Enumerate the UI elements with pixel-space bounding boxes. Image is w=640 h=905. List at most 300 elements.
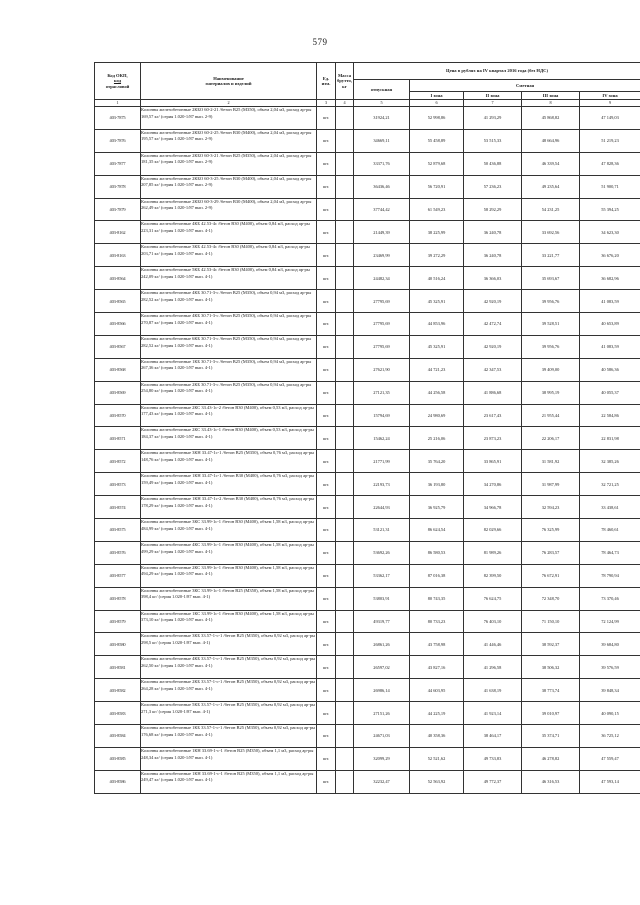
row-price-otpusk: 27121,35	[354, 381, 410, 404]
row-mass	[336, 358, 354, 381]
row-price-zone-4: 41 083,59	[580, 335, 640, 358]
row-unit: шт.	[317, 335, 336, 358]
row-price-zone-4: 47 149,03	[580, 107, 640, 130]
header-otpusk: отпускная	[354, 80, 410, 100]
row-price-otpusk: 27795,69	[354, 290, 410, 313]
row-mass	[336, 541, 354, 564]
row-price-zone-3: 46 278,82	[522, 747, 580, 770]
row-mass	[336, 633, 354, 656]
row-description: Колонны железобетонные 2КБО 60-3-21 /бетон В25 (М350), объем 2,04 м3, расход ар-ры 181,35 кг/ (серия 1.020-1/87 вып. 2-9)	[141, 152, 317, 175]
row-price-otpusk: 31924,21	[354, 107, 410, 130]
row-price-zone-3: 39 010,97	[522, 702, 580, 725]
row-price-zone-2: 76 624,75	[464, 587, 522, 610]
row-code: 403-7879	[95, 198, 141, 221]
row-price-otpusk: 21771,99	[354, 450, 410, 473]
row-price-zone-2: 76 403,10	[464, 610, 522, 633]
row-unit: шт.	[317, 496, 336, 519]
row-unit: шт.	[317, 610, 336, 633]
row-price-zone-3: 39 409,00	[522, 358, 580, 381]
row-price-zone-4: 78 464,73	[580, 541, 640, 564]
row-price-zone-2: 42 347,53	[464, 358, 522, 381]
row-mass	[336, 175, 354, 198]
row-mass	[336, 450, 354, 473]
row-price-otpusk: 27151,26	[354, 702, 410, 725]
table-row	[95, 541, 640, 564]
row-price-zone-2: 81 989,26	[464, 541, 522, 564]
row-price-zone-2: 49 733,83	[464, 747, 522, 770]
row-mass	[336, 404, 354, 427]
column-number: 5	[354, 100, 410, 107]
row-description: Колонны железобетонные 4КБ 30.71-3-с /бетон В25 (М350), объем 0,94 м3, расход ар-ры 270,87 кг/ (серия 1.020-1/87 вып. 4-1)	[141, 313, 317, 336]
row-price-zone-2: 41 296,58	[464, 656, 522, 679]
row-price-zone-2: 41 446,46	[464, 633, 522, 656]
row-price-zone-4: 39 576,59	[580, 656, 640, 679]
row-description: Колонны железобетонные 4КБ 30.71-3-с /бетон В25 (М350), объем 0,94 м3, расход ар-ры 282,52 кг/ (серия 1.020-1/87 вып. 4-1)	[141, 290, 317, 313]
row-unit: шт.	[317, 725, 336, 748]
row-price-zone-1: 55 458,89	[410, 129, 464, 152]
table-row	[95, 313, 640, 336]
row-price-zone-4: 22 584,86	[580, 404, 640, 427]
row-mass	[336, 610, 354, 633]
row-description: Колонны железобетонные 4КБ 33.57-1-с-1 /бетон В25 (М350), объем 0,92 м3, расход ар-ры 262,50 кг/ (серия 1.020-1/87 вып. 4-1)	[141, 656, 317, 679]
row-mass	[336, 290, 354, 313]
row-mass	[336, 473, 354, 496]
row-code: 403-8569	[95, 381, 141, 404]
row-unit: шт.	[317, 290, 336, 313]
row-mass	[336, 107, 354, 130]
row-price-zone-3: 48 664,96	[522, 129, 580, 152]
row-price-zone-4: 47 593,14	[580, 770, 640, 793]
row-code: 403-8580	[95, 633, 141, 656]
table-row	[95, 702, 640, 725]
table-row	[95, 656, 640, 679]
row-code: 403-8584	[95, 725, 141, 748]
header-zone-1: I зона	[410, 92, 464, 100]
row-price-zone-1: 43 827,16	[410, 656, 464, 679]
table-row	[95, 679, 640, 702]
row-price-otpusk: 34669,11	[354, 129, 410, 152]
row-mass	[336, 496, 354, 519]
row-unit: шт.	[317, 107, 336, 130]
row-price-zone-3: 35 693,67	[522, 267, 580, 290]
header-mass: Масса брутто, кг	[336, 63, 354, 100]
table-row	[95, 335, 640, 358]
row-mass	[336, 564, 354, 587]
row-price-zone-1: 44 256,58	[410, 381, 464, 404]
row-price-zone-4: 40 586,36	[580, 358, 640, 381]
row-code: 403-8163	[95, 244, 141, 267]
row-price-zone-1: 39 272,29	[410, 244, 464, 267]
row-price-zone-4: 55 394,25	[580, 198, 640, 221]
row-description: Колонны железобетонные 5КБ 33.57-1-с-1 /бетон В25 (М350), объем 0,92 м3, расход ар-ры 271,3 кг/ (серия 1.020-1/87 вып. 4-1)	[141, 702, 317, 725]
row-price-zone-1: 80 733,23	[410, 610, 464, 633]
row-description: Колонны железобетонные 4КБ 42.53-4с /бетон В30 (М400), объем 0,84 м3, расход ар-ры 223,31 кг/ (серия 1.020-1/87 вып. 4-1)	[141, 221, 317, 244]
table-row	[95, 175, 640, 198]
row-price-otpusk: 22193,73	[354, 473, 410, 496]
row-price-zone-4: 73 370,46	[580, 587, 640, 610]
row-mass	[336, 221, 354, 244]
row-price-zone-2: 57 236,23	[464, 175, 522, 198]
row-price-zone-3: 21 955,44	[522, 404, 580, 427]
row-price-otpusk: 27795,69	[354, 313, 410, 336]
row-description: Колонны железобетонные 1КБ 30.71-3-с /бетон В25 (М350), объем 0,94 м3, расход ар-ры 267,36 кг/ (серия 1.020-1/87 вып. 4-1)	[141, 358, 317, 381]
row-description: Колонны железобетонные 2КС 33.43-1с-1 /бетон В30 (М400), объем 0,53 м3, расход ар-ры 184,37 кг/ (серия 1.020-1/87 вып. 4-1)	[141, 427, 317, 450]
row-price-zone-3: 49 235,64	[522, 175, 580, 198]
header-zone-3: III зона	[522, 92, 580, 100]
row-price-zone-2: 49 772,37	[464, 770, 522, 793]
row-price-zone-1: 45 325,91	[410, 335, 464, 358]
row-price-zone-2: 34 966,78	[464, 496, 522, 519]
row-price-zone-2: 23 873,23	[464, 427, 522, 450]
row-description: Колонны железобетонные 3КБ 42.53-4с /бетон В30 (М400), объем 0,84 м3, расход ар-ры 203,71 кг/ (серия 1.020-1/87 вып. 4-1)	[141, 244, 317, 267]
header-price: Цена в рублях на IV квартал 2016 года (без НДС)	[354, 63, 640, 80]
column-numbers-row	[95, 100, 640, 107]
table-row	[95, 610, 640, 633]
table-row	[95, 244, 640, 267]
row-price-zone-4: 41 083,59	[580, 290, 640, 313]
row-price-zone-1: 36 925,79	[410, 496, 464, 519]
row-price-zone-3: 45 868,82	[522, 107, 580, 130]
header-smetnaya: Сметная	[410, 80, 640, 92]
table-row	[95, 519, 640, 542]
row-price-zone-2: 41 638,19	[464, 679, 522, 702]
row-price-zone-4: 40 055,37	[580, 381, 640, 404]
row-price-zone-3: 31 987,99	[522, 473, 580, 496]
row-price-zone-4: 33 438,61	[580, 496, 640, 519]
row-unit: шт.	[317, 450, 336, 473]
table-row	[95, 633, 640, 656]
row-price-otpusk: 22644,93	[354, 496, 410, 519]
header-zone-2: II зона	[464, 92, 522, 100]
row-price-zone-2: 42 472,74	[464, 313, 522, 336]
row-price-zone-1: 43 758,98	[410, 633, 464, 656]
row-price-zone-4: 51 219,23	[580, 129, 640, 152]
row-price-zone-3: 38 506,32	[522, 656, 580, 679]
row-description: Колонны железобетонные 3КС 33.99-1с-1 /бетон В25 (М350), объем 1,58 м3, расход ар-ры 398,4 кг/ (серия 1.020-1/87 вып. 4-1)	[141, 587, 317, 610]
row-price-otpusk: 21449,39	[354, 221, 410, 244]
row-price-zone-2: 41 886,68	[464, 381, 522, 404]
row-code: 403-8566	[95, 313, 141, 336]
row-price-otpusk: 53121,31	[354, 519, 410, 542]
row-mass	[336, 267, 354, 290]
row-price-zone-4: 72 124,99	[580, 610, 640, 633]
row-price-zone-3: 76 325,99	[522, 519, 580, 542]
row-unit: шт.	[317, 679, 336, 702]
row-price-zone-4: 39 848,34	[580, 679, 640, 702]
row-mass	[336, 702, 354, 725]
row-mass	[336, 747, 354, 770]
table-row	[95, 564, 640, 587]
row-price-zone-4: 47 828,36	[580, 152, 640, 175]
row-price-zone-1: 86 624,54	[410, 519, 464, 542]
row-price-zone-2: 42 920,19	[464, 335, 522, 358]
row-mass	[336, 679, 354, 702]
row-code: 403-8567	[95, 335, 141, 358]
row-description: Колонны железобетонные 1КС 33.99-1с-1 /бетон В30 (М400), объем 1,58 м3, расход ар-ры 373,10 кг/ (серия 1.020-1/87 вып. 4-1)	[141, 610, 317, 633]
row-mass	[336, 335, 354, 358]
row-description: Колонны железобетонные 3КС 33.99-1с-1 /бетон В30 (М400), объем 1,58 м3, расход ар-ры 484,99 кг/ (серия 1.020-1/87 вып. 4-1)	[141, 519, 317, 542]
row-price-zone-3: 54 231,25	[522, 198, 580, 221]
row-mass	[336, 427, 354, 450]
column-number: 9	[580, 100, 640, 107]
row-unit: шт.	[317, 747, 336, 770]
row-unit: шт.	[317, 244, 336, 267]
row-description: Колонны железобетонные 2КБО 60-2-25 /бетон В30 (М400), объем 2,04 м3, расход ар-ры 195,57 кг/ (серия 1.020-1/87 вып. 2-9)	[141, 129, 317, 152]
row-mass	[336, 313, 354, 336]
row-price-zone-4: 51 900,71	[580, 175, 640, 198]
column-number: 3	[317, 100, 336, 107]
row-unit: шт.	[317, 358, 336, 381]
row-price-zone-3: 72 348,70	[522, 587, 580, 610]
row-unit: шт.	[317, 175, 336, 198]
column-number: 6	[410, 100, 464, 107]
header-zone-4: IV зона	[580, 92, 640, 100]
row-price-zone-1: 52 879,68	[410, 152, 464, 175]
header-code: Код ОКП, код отрасловой	[95, 63, 141, 100]
row-description: Колонны железобетонные 2КБ 30.71-3-с /бетон В25 (М350), объем 0,94 м3, расход ар-ры 254,80 кг/ (серия 1.020-1/87 вып. 4-1)	[141, 381, 317, 404]
row-code: 403-8564	[95, 267, 141, 290]
row-price-zone-2: 41 923,14	[464, 702, 522, 725]
row-price-otpusk: 53803,91	[354, 587, 410, 610]
table-row	[95, 267, 640, 290]
row-price-zone-1: 44 603,95	[410, 679, 464, 702]
table-body	[95, 107, 640, 794]
row-unit: шт.	[317, 313, 336, 336]
table-row	[95, 725, 640, 748]
row-price-zone-3: 71 150,10	[522, 610, 580, 633]
column-number: 7	[464, 100, 522, 107]
row-price-zone-1: 80 743,35	[410, 587, 464, 610]
row-price-otpusk: 26861,26	[354, 633, 410, 656]
row-code: 403-8574	[95, 496, 141, 519]
row-description: Колонны железобетонные 2КБО 60-3-25 /бетон В30 (М400), объем 2,04 м3, расход ар-ры 207,85 кг/ (серия 1.020-1/87 вып. 2-9)	[141, 175, 317, 198]
row-price-zone-1: 56 720,91	[410, 175, 464, 198]
row-description: Колонны железобетонные 2КБО 60-2-21 /бетон В25 (М350), объем 2,04 м3, расход ар-ры 169,57 кг/ (серия 1.020-1/87 вып. 2-9)	[141, 107, 317, 130]
row-price-zone-1: 61 549,23	[410, 198, 464, 221]
row-description: Колонны железобетонные 1КБ 33.57-1-с-1 /бетон В25 (М350), объем 0,92 м3, расход ар-ры 176,68 кг/ (серия 1.020-1/87 вып. 4-1)	[141, 725, 317, 748]
row-description: Колонны железобетонные 2КС 33.99-1с-1 /бетон В30 (М400), объем 1,58 м3, расход ар-ры 494,29 кг/ (серия 1.020-1/87 вып. 4-1)	[141, 564, 317, 587]
row-unit: шт.	[317, 129, 336, 152]
row-description: Колонны железобетонные 3КБ 33.57-1-с-1 /бетон В25 (М350), объем 0,92 м3, расход ар-ры 298,5 кг/ (серия 1.020-1/87 вып. 4-1)	[141, 633, 317, 656]
row-price-zone-4: 78 790,94	[580, 564, 640, 587]
row-code: 403-8579	[95, 610, 141, 633]
row-price-zone-2: 82 029,66	[464, 519, 522, 542]
row-price-otpusk: 32232,47	[354, 770, 410, 793]
column-number: 8	[522, 100, 580, 107]
row-price-zone-4: 40 090,15	[580, 702, 640, 725]
row-price-zone-3: 46 316,53	[522, 770, 580, 793]
row-mass	[336, 519, 354, 542]
row-description: Колонны железобетонные 4КС 33.99-1с-1 /бетон В30 (М400), объем 1,58 м3, расход ар-ры 499,29 кг/ (серия 1.020-1/87 вып. 4-1)	[141, 541, 317, 564]
table-row	[95, 152, 640, 175]
table-row	[95, 290, 640, 313]
table-row	[95, 221, 640, 244]
row-price-otpusk: 49319,77	[354, 610, 410, 633]
row-unit: шт.	[317, 473, 336, 496]
row-price-zone-3: 22 206,17	[522, 427, 580, 450]
row-price-zone-4: 32 385,26	[580, 450, 640, 473]
row-price-zone-2: 23 617,43	[464, 404, 522, 427]
row-price-zone-1: 45 325,91	[410, 290, 464, 313]
page-number: 579	[312, 37, 328, 47]
row-code: 403-8585	[95, 747, 141, 770]
row-unit: шт.	[317, 267, 336, 290]
row-price-otpusk: 33371,76	[354, 152, 410, 175]
row-price-zone-4: 39 684,80	[580, 633, 640, 656]
row-price-zone-1: 40 358,36	[410, 725, 464, 748]
row-price-otpusk: 53692,26	[354, 541, 410, 564]
row-price-zone-2: 58 292,29	[464, 198, 522, 221]
row-code: 403-8586	[95, 770, 141, 793]
table-row	[95, 107, 640, 130]
row-unit: шт.	[317, 427, 336, 450]
row-code: 403-8570	[95, 404, 141, 427]
column-number: 1	[95, 100, 141, 107]
row-price-zone-1: 52 998,86	[410, 107, 464, 130]
price-table	[94, 62, 640, 794]
header-unit: Ед. изм.	[317, 63, 336, 100]
row-price-zone-1: 44 225,19	[410, 702, 464, 725]
row-code: 403-8578	[95, 587, 141, 610]
row-price-otpusk: 37744,42	[354, 198, 410, 221]
row-price-zone-2: 36 240,78	[464, 221, 522, 244]
row-code: 403-8565	[95, 290, 141, 313]
row-price-zone-3: 39 956,76	[522, 335, 580, 358]
table-row	[95, 198, 640, 221]
row-price-zone-4: 78 460,61	[580, 519, 640, 542]
row-description: Колонны железобетонные 1КН 33.69-1-с-1 /бетон В25 (М350), объем 1,1 м3, расход ар-ры 249,47 кг/ (серия 1.020-1/87 вып. 4-1)	[141, 770, 317, 793]
row-price-otpusk: 24671,03	[354, 725, 410, 748]
row-unit: шт.	[317, 770, 336, 793]
row-price-otpusk: 24482,34	[354, 267, 410, 290]
row-price-zone-3: 46 339,54	[522, 152, 580, 175]
row-mass	[336, 198, 354, 221]
row-price-zone-1: 52 521,62	[410, 747, 464, 770]
table-row	[95, 450, 640, 473]
row-unit: шт.	[317, 702, 336, 725]
row-price-zone-1: 36 193,80	[410, 473, 464, 496]
row-price-otpusk: 26986,14	[354, 679, 410, 702]
row-price-otpusk: 23469,99	[354, 244, 410, 267]
row-code: 403-7875	[95, 107, 141, 130]
row-unit: шт.	[317, 519, 336, 542]
row-code: 403-8577	[95, 564, 141, 587]
row-unit: шт.	[317, 198, 336, 221]
row-description: Колонны железобетонные 1КН 33.47-1с-2 /бетон В30 (М400), объем 0,76 м3, расход ар-ры 178,29 кг/ (серия 1.020-1/87 вып. 4-1)	[141, 496, 317, 519]
row-price-zone-3: 39 528,51	[522, 313, 580, 336]
row-price-otpusk: 36436,46	[354, 175, 410, 198]
row-description: Колонны железобетонные 2КБО 60-3-29 /бетон В30 (М400), объем 2,04 м3, расход ар-ры 262,49 кг/ (серия 1.020-1/87 вып. 2-9)	[141, 198, 317, 221]
row-price-zone-4: 22 831,98	[580, 427, 640, 450]
row-price-zone-4: 34 623,30	[580, 221, 640, 244]
row-price-zone-4: 36 682,96	[580, 267, 640, 290]
row-price-zone-1: 87 016,38	[410, 564, 464, 587]
row-price-zone-4: 36 676,20	[580, 244, 640, 267]
table-row	[95, 770, 640, 793]
row-price-zone-1: 24 980,69	[410, 404, 464, 427]
row-price-zone-3: 31 581,92	[522, 450, 580, 473]
row-mass	[336, 129, 354, 152]
row-unit: шт.	[317, 404, 336, 427]
table-row	[95, 427, 640, 450]
row-unit: шт.	[317, 656, 336, 679]
row-price-zone-1: 25 216,06	[410, 427, 464, 450]
row-code: 403-7876	[95, 129, 141, 152]
row-price-zone-4: 36 725,12	[580, 725, 640, 748]
row-code: 403-8581	[95, 656, 141, 679]
row-description: Колонны железобетонные 3КН 33.47-1с-1 /бетон В25 (М350), объем 0,76 м3, расход ар-ры 148,76 кг/ (серия 1.020-1/87 вып. 4-1)	[141, 450, 317, 473]
row-price-zone-2: 50 436,88	[464, 152, 522, 175]
row-price-zone-2: 53 515,33	[464, 129, 522, 152]
row-price-zone-1: 86 580,53	[410, 541, 464, 564]
row-description: Колонны железобетонные 2КБ 33.57-1-с-1 /бетон В25 (М350), объем 0,92 м3, расход ар-ры 264,28 кг/ (серия 1.020-1/87 вып. 4-1)	[141, 679, 317, 702]
row-code: 403-8583	[95, 702, 141, 725]
row-price-zone-3: 38 995,19	[522, 381, 580, 404]
row-mass	[336, 656, 354, 679]
row-mass	[336, 587, 354, 610]
table-row	[95, 496, 640, 519]
row-price-zone-3: 39 956,76	[522, 290, 580, 313]
row-code: 403-8582	[95, 679, 141, 702]
row-code: 403-7877	[95, 152, 141, 175]
row-price-otpusk: 15462,24	[354, 427, 410, 450]
table-row	[95, 129, 640, 152]
row-price-zone-2: 38 464,17	[464, 725, 522, 748]
row-unit: шт.	[317, 541, 336, 564]
row-price-zone-3: 76 672,91	[522, 564, 580, 587]
row-mass	[336, 725, 354, 748]
row-price-otpusk: 27795,69	[354, 335, 410, 358]
row-price-otpusk: 15794,69	[354, 404, 410, 427]
row-price-zone-1: 40 516,24	[410, 267, 464, 290]
row-mass	[336, 770, 354, 793]
row-description: Колонны железобетонные 1КН 33.47-1с-1 /бетон В30 (М400), объем 0,76 м3, расход ар-ры 159,49 кг/ (серия 1.020-1/87 вып. 4-1)	[141, 473, 317, 496]
row-price-zone-3: 38 592,37	[522, 633, 580, 656]
row-code: 403-8572	[95, 450, 141, 473]
row-price-otpusk: 27621,90	[354, 358, 410, 381]
row-mass	[336, 381, 354, 404]
row-description: Колонны железобетонные 5КБ 42.53-4с /бетон В30 (М400), объем 0,84 м3, расход ар-ры 242,09 кг/ (серия 1.020-1/87 вып. 4-1)	[141, 267, 317, 290]
row-price-otpusk: 26597,02	[354, 656, 410, 679]
row-code: 403-8568	[95, 358, 141, 381]
row-price-zone-2: 82 399,50	[464, 564, 522, 587]
row-price-zone-3: 35 374,71	[522, 725, 580, 748]
row-price-zone-1: 52 563,92	[410, 770, 464, 793]
row-price-zone-3: 33 692,56	[522, 221, 580, 244]
column-number: 4	[336, 100, 354, 107]
row-code: 403-8576	[95, 541, 141, 564]
row-price-zone-1: 44 853,96	[410, 313, 464, 336]
row-price-zone-2: 41 293,29	[464, 107, 522, 130]
row-price-zone-4: 40 653,89	[580, 313, 640, 336]
row-unit: шт.	[317, 633, 336, 656]
row-mass	[336, 152, 354, 175]
table-row	[95, 404, 640, 427]
row-unit: шт.	[317, 221, 336, 244]
row-unit: шт.	[317, 564, 336, 587]
row-price-zone-1: 35 764,20	[410, 450, 464, 473]
row-price-zone-3: 32 594,23	[522, 496, 580, 519]
row-unit: шт.	[317, 152, 336, 175]
row-price-zone-2: 34 270,86	[464, 473, 522, 496]
header-name: Наименование материалов и изделий	[141, 63, 317, 100]
table-row	[95, 473, 640, 496]
row-price-zone-4: 47 559,47	[580, 747, 640, 770]
row-price-zone-3: 38 773,74	[522, 679, 580, 702]
table-row	[95, 587, 640, 610]
table-row	[95, 358, 640, 381]
row-description: Колонны железобетонные 6КБ 30.71-3-с /бетон В25 (М350), объем 0,94 м3, расход ар-ры 282,52 кг/ (серия 1.020-1/87 вып. 4-1)	[141, 335, 317, 358]
